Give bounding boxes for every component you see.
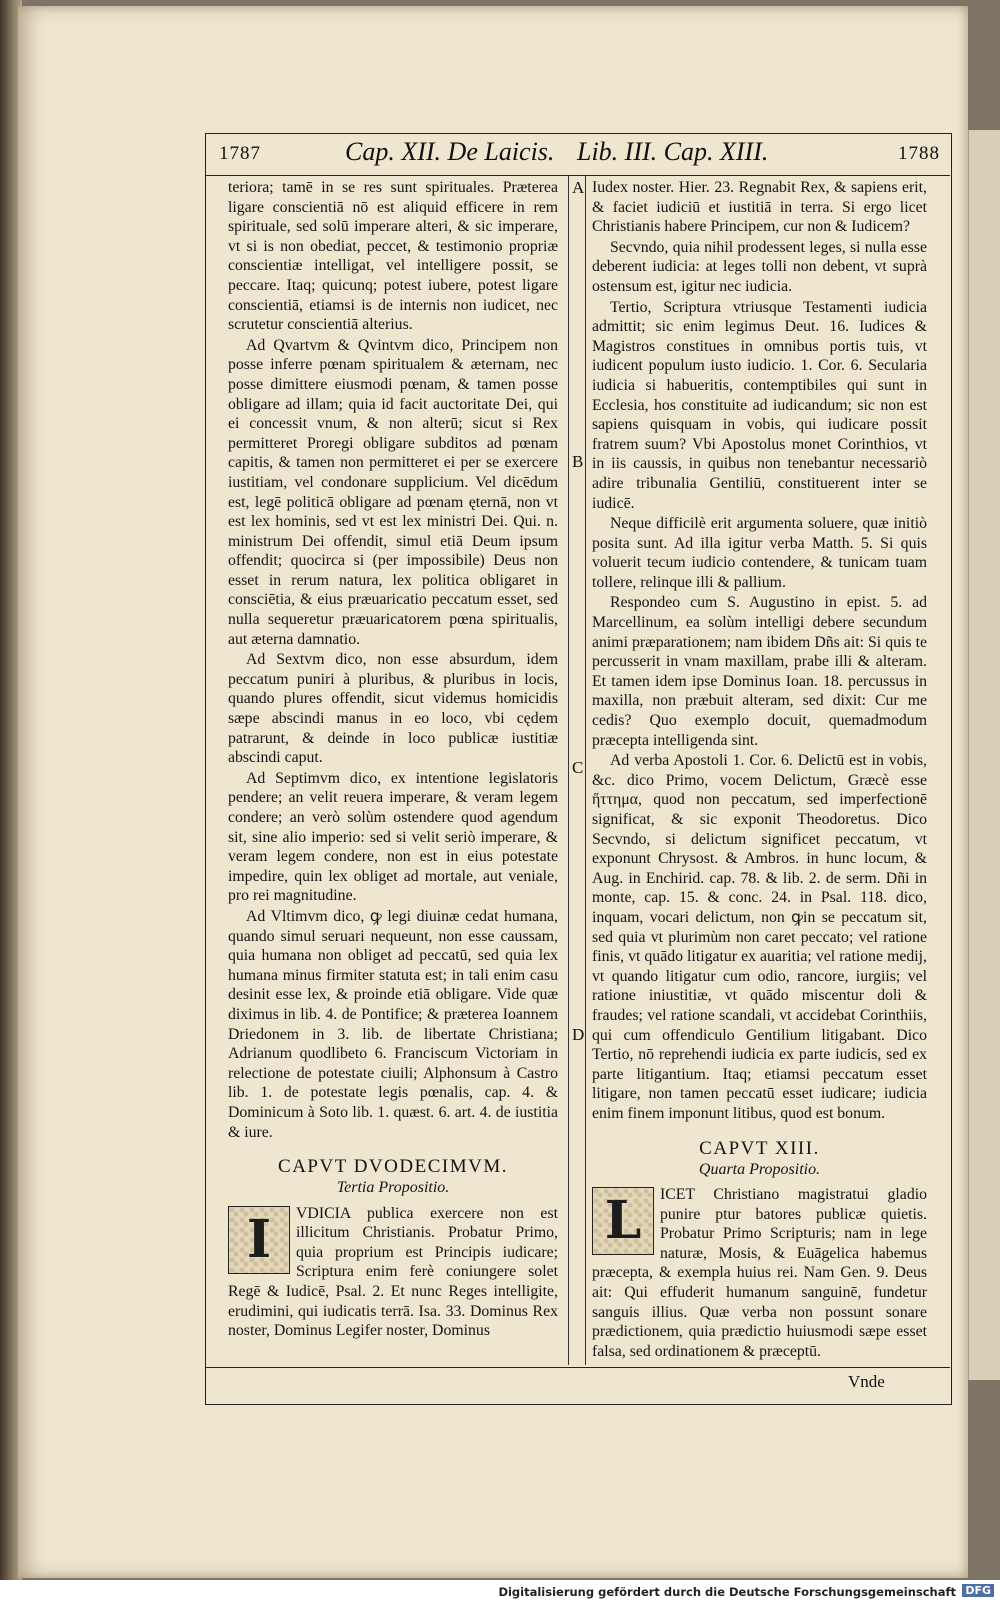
bottom-rule	[205, 1367, 950, 1368]
footer-bar	[0, 1580, 1000, 1603]
paragraph: Iudex noster. Hier. 23. Regnabit Rex, & sapiens erit, & faciet iudiciū et iustitiā in terra. Si ergo licet Christianis habere Principem, cur non & Iudicem?	[592, 179, 927, 236]
running-head-right: Lib. III. Cap. XIII.	[577, 137, 769, 166]
chapter-title: CAPVT DVODECIMVM.	[278, 1156, 508, 1178]
margin-letter-d: D	[572, 1025, 585, 1044]
header-rule	[205, 175, 950, 176]
left-column	[228, 178, 558, 1342]
column-rule-right	[585, 175, 586, 1365]
paragraph: Ad Qvartvm & Qvintvm dico, Principem non posse inferre pœnam spiritualem & æternam, nec posse dimittere eiusmodi pœnam, & tamen posse obligare ad illam; quia id facit auctoritate Dei, qui ei concessit vnum, & non alterū; sicut si Rex permitteret Proregi obligare subditos ad pœnam capitis, & tamen non permitteret ei per se exercere iustitiam, vel condonare supplicium. Vel dicēdum est, legē politicā obligare ad pœnam ęternā, non vt est lex hominis, sed vt est lex ministri Dei. Qui. n. ministrum Dei offendit, simul etiā Deum ipsum offendit; quocirca si (per impossibile) Deus non esset in rerum natura, lex politica obligaret in consciētia, & eius præuaricatio peccatum esset, sed nulla sequeretur præuaricatorem pœna spiritualis, aut æterna damnatio.	[228, 336, 558, 648]
column-rule-left	[568, 175, 569, 1365]
paragraph: ICET Christiano magistratui gladio punire ptur batores publicæ quietis. Probatur Primo Scripturis; nam in lege naturæ, Mosis, & Euāgelica habemus præcepta, & exempla huius rei. Nam Gen. 9. Deus ait: Qui effuderit humanum sanguinē, fundetur sanguis illius. Quæ verba non possunt sonare prædictionem, quia prædictio huiusmodi sæpe esset falsa, sed ordinationem & præceptū.	[592, 1186, 927, 1360]
footer-credit: Digitalisierung gefördert durch die Deutsche Forschungsgemeinschaft	[498, 1585, 956, 1599]
chapter-subtitle: Quarta Propositio.	[698, 1160, 821, 1178]
right-column	[592, 178, 927, 1362]
paragraph: VDICIA publica exercere non est illicitum Christianis. Probatur Primo, quia proprium est Principis iudicare; Scriptura enim ferè coniungere solet Regē & Iudicē, Psal. 2. Et nunc Reges intelligite, erudimini, qui iudicatis terrā. Isa. 33. Dominus Rex noster, Dominus Legifer noster, Dominus	[228, 1204, 558, 1340]
catchword: Vnde	[848, 1372, 885, 1391]
paragraph: Ad Sextvm dico, non esse absurdum, idem peccatum puniri à pluribus, & pluribus in locis, quando plures offendit, sicut videmus homicidis sæpe abscindi manus in eo loco, vbi cędem patrarunt, & deinde in loco publicæ iustitiæ abscindi caput.	[228, 651, 558, 767]
paragraph: Respondeo cum S. Augustino in epist. 5. ad Marcellinum, ea solùm intelligi debere secundum animi præparationem; nam ibidem Dñs ait: Si quis te percusserit in vnam maxillam, prabe illi & alteram. Et tamen idem ipse Dominus Ioan. 18. percussus in maxilla, non præbuit alteram, sed dixit: Cur me cedis? Quo exemplo docuit, quemadmodum præcepta intelligenda sint.	[592, 594, 927, 749]
paragraph: teriora; tamē in se res sunt spirituales. Præterea ligare conscientiā nō est aliquid efficere in rem spirituale, sed solū imperare alteri, & sic imperare, vt si is non obediat, peccet, & testimonio propriæ conscientiæ intelligat, vel intelligere possit, se peccare. Itaq; quicunq; potest iubere, potest ligare conscientiā, etiamsi is de internis non iudicet, nec scrutetur conscientiā alterius.	[228, 179, 558, 334]
page-number-right: 1788	[898, 143, 940, 164]
margin-letter-a: A	[572, 178, 585, 197]
adjacent-page-edge	[968, 130, 1000, 1380]
dfg-logo: DFG	[962, 1584, 994, 1597]
page-header	[205, 133, 950, 173]
paragraph: Neque difficilè erit argumenta soluere, quæ initiò posita sunt. Ad illa igitur verba Matth. 5. Si quis voluerit tecum iudicio contendere, & tunicam tuam tollere, relinque illi & pallium.	[592, 515, 927, 591]
decorated-initial: L	[592, 1187, 654, 1255]
decorated-initial: I	[228, 1206, 290, 1274]
paragraph: Ad verba Apostoli 1. Cor. 6. Delictū est in vobis, &c. dico Primo, vocem Delictum, Græcè esse ἥττημα, quod non peccatum, sed imperfectionē significat, & sic exponit Theodoretus. Dico Secvndo, si delictum significet peccatum, vt exponunt Chrysost. & Ambros. in hunc locum, & Aug. in Enchirid. cap. 78. & lib. 2. de serm. Dñi in monte, cap. 15. & conc. 24. in Psal. 118. dico, inquam, vocari delictum, non ꝙin se peccatum sit, sed quia vt plurimùm non caret peccato; vel ratione finis, vt quādo litigatur ex auaritia; vel ratione medij, vt quando litigatur cum odio, rancore, iurgiis; vel ratione iniustitiæ, vt quādo miscentur doli & fraudes; vel ratione scandali, vt accidebat Corinthiis, qui cum offendiculo Gentilium litigabant. Dico Tertio, nō reprehendi iudicia ex parte iudicis, sed ex parte litigantium. Itaq; etiamsi peccatum esset litigare, non tamen peccatū esset iudicare; iudicia enim finem imponunt litibus, quod est bonum.	[592, 752, 927, 1122]
paragraph: Ad Vltimvm dico, ꝙ legi diuinæ cedat humana, quando simul seruari nequeunt, non esse caussam, quia humana non obliget ad peccatū, sed quia lex humana minus firmiter statuta est; in tali enim casu desinit esse lex, & proinde etiā obligare. Vide quæ diximus in lib. 4. de Pontifice; & præterea Ioannem Driedonem in 3. lib. de libertate Christiana; Adrianum quodlibeto 6. Franciscum Victoriam in relectione de potestate ciuili; Alphonsum à Castro lib. 1. de potestate legis pœnalis, cap. 4. & Dominicum à Soto lib. 1. quæst. 6. art. 4. de iustitia & iure.	[228, 907, 558, 1141]
page-number-left: 1787	[219, 143, 261, 164]
paragraph: Secvndo, quia nihil prodessent leges, si nulla esse deberent iudicia: at leges tolli non debent, vt suprà ostensum est, igitur nec iudicia.	[592, 238, 927, 295]
margin-letter-b: B	[572, 452, 584, 471]
paragraph: Tertio, Scriptura vtriusque Testamenti iudicia admittit; sic enim legimus Deut. 16. Iudices & Magistros constitues in omnibus portis tuis, vt iudicent populum iusto iudicio. 1. Cor. 6. Secularia iudicia si habueritis, contemptibiles qui sunt in Ecclesia, hos constituite ad iudicandum; sic non est sapiens quisquam in vobis, qui iudicare possit fratrem suum? Vbi Apostolus monet Corinthios, vt in iis caussis, in quibus non tenebantur necessariò adire tribunalia Gentiliū, constituerent inter se iudicē.	[592, 298, 927, 512]
chapter-subtitle: Tertia Propositio.	[336, 1179, 450, 1197]
chapter-title: CAPVT XIII.	[699, 1137, 820, 1159]
running-head-left: Cap. XII. De Laicis.	[345, 137, 555, 166]
paragraph: Ad Septimvm dico, ex intentione legislatoris pendere; an velit reuera imperare, & veram legem condere; an verò solùm ostendere quod agendum sit, sine alio imperio: sed si velit seriò imperare, & veram legem condere, non est in eius potestate impedire, quin lex obliget ad mortale, aut veniale, pro rei magnitudine.	[228, 769, 558, 905]
margin-letter-c: C	[572, 758, 584, 777]
